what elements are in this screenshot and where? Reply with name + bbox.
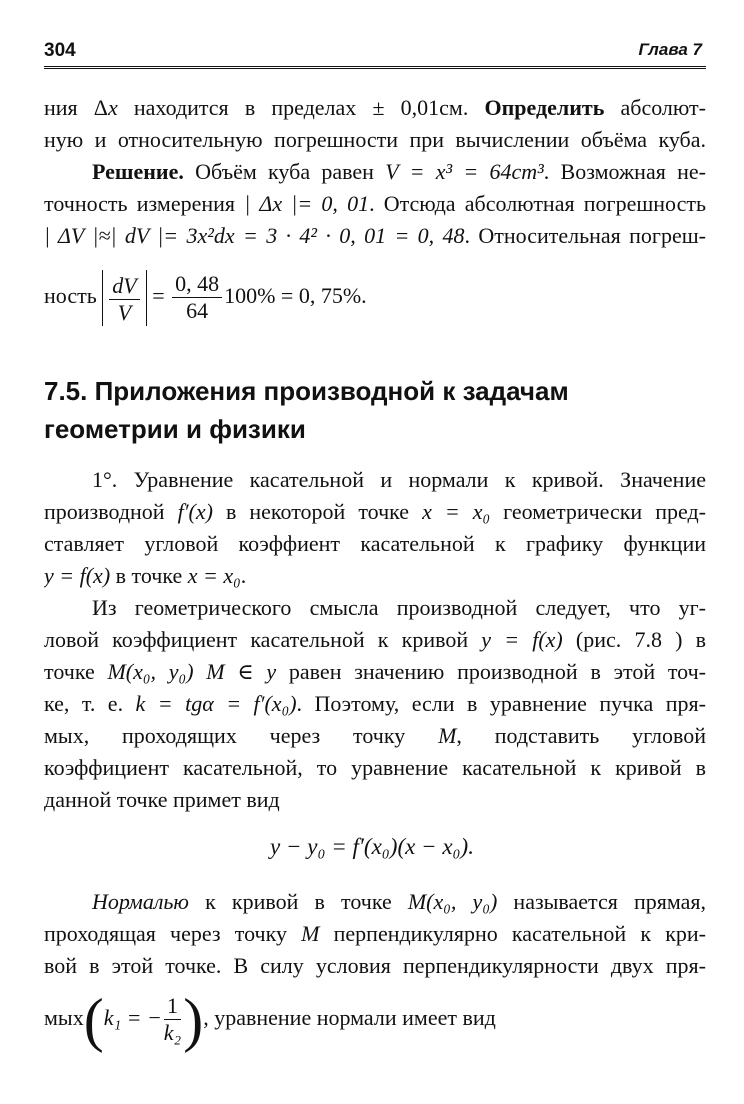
fraction-1-over-k2: $\frac{1}{\text{k₂}}$ xyxy=(163,993,182,1046)
paragraph-geometric-meaning xyxy=(44,592,706,816)
heading-line-1: 7.5. Приложения производной к задачам xyxy=(44,376,569,406)
formula-dv: | ΔV |≈| dV |= 3x²dx = 3 · 4² · 0, 01 = 0, 48 xyxy=(44,223,465,248)
text-line: Решение. Объём куба равен V = x³ = 64cm³. Возможная не- xyxy=(92,159,706,184)
heading-line-2: геометрии и физики xyxy=(44,414,306,444)
text-line: мых, проходящих через точку M, подставить угловой xyxy=(44,723,706,748)
text-line: Нормалью к кривой в точке M(x₀, y₀) называется прямая, xyxy=(92,889,706,914)
abs-fraction: $\frac{dV}{V}$ xyxy=(102,270,146,326)
text-line: ке, т. е. k = tgα = f′(x₀). Поэтому, если в уравнение пучка пря- xyxy=(44,691,706,716)
text-line: коэффициент касательной, то уравнение касательной к кривой в xyxy=(44,755,706,780)
text-line: производной f′(x) в некоторой точке x = x₀ геометрически пред- xyxy=(44,499,706,524)
text-line: вой в этой точке. В силу условия перпендикулярности двух пря- xyxy=(44,953,706,978)
text-line: ную и относительную погрешности при вычислении объёма куба. xyxy=(44,127,706,152)
page-number: 304 xyxy=(44,40,76,61)
paragraph-solution xyxy=(44,156,706,188)
formula-dx: | Δx |= 0, 01 xyxy=(244,191,370,216)
text-line: ставляет угловой коэффиент касательной к графику функции xyxy=(44,531,706,556)
text-line: y = f(x) в точке x = x₀. xyxy=(44,563,247,588)
tangent-equation: y − y₀ = f′(x₀)(x − x₀). xyxy=(270,834,474,859)
text-line: точке M(x₀, y₀) M ∈ y равен значению производной в этой точ- xyxy=(44,659,706,684)
text-line: Из геометрического смысла производной следует, что уг- xyxy=(92,595,706,620)
solution-label: Решение. xyxy=(92,159,184,184)
paragraph-solution-cont xyxy=(44,188,706,252)
text-line: проходящая через точку M перпендикулярно касательной к кри- xyxy=(44,921,706,946)
page-header xyxy=(44,38,706,69)
normal-condition-line: мых(k₁ = − $\frac{1}{\text{k₂}}$ ), уравнение нормали имеет вид xyxy=(44,986,496,1053)
text-line: ния Δx находится в пределах ± 0,01см. Определить абсолют- xyxy=(44,95,706,120)
text-line: точность измерения | Δx |= 0, 01. Отсюда абсолютная погрешность xyxy=(44,191,706,216)
term-normal: Нормалью xyxy=(92,889,189,914)
text-line: данной точке примет вид xyxy=(44,787,280,812)
paragraph-tangent xyxy=(44,464,706,592)
section-heading xyxy=(44,372,706,448)
chapter-label: Глава 7 xyxy=(638,40,702,59)
formula-k1: k₁ = − xyxy=(103,1005,162,1030)
fraction-result: $\frac{0, 48}{64}$ xyxy=(172,271,222,324)
text-line: ловой коэффициент касательной к кривой y = f(x) (рис. 7.8 ) в xyxy=(44,627,706,652)
formula-volume: V = x³ = 64cm³ xyxy=(385,159,544,184)
paragraph-intro xyxy=(44,92,706,156)
paragraph-normal xyxy=(44,886,706,982)
relative-error-line: ность $\frac{dV}{V}$ = $\frac{0, 48}{64}$ 100% = 0, 75%. xyxy=(44,271,367,326)
text-line: 1°. Уравнение касательной и нормали к кривой. Значение xyxy=(92,467,706,492)
text-line: | ΔV |≈| dV |= 3x²dx = 3 · 4² · 0, 01 = 0, 48. Относительная погреш- xyxy=(44,223,706,248)
